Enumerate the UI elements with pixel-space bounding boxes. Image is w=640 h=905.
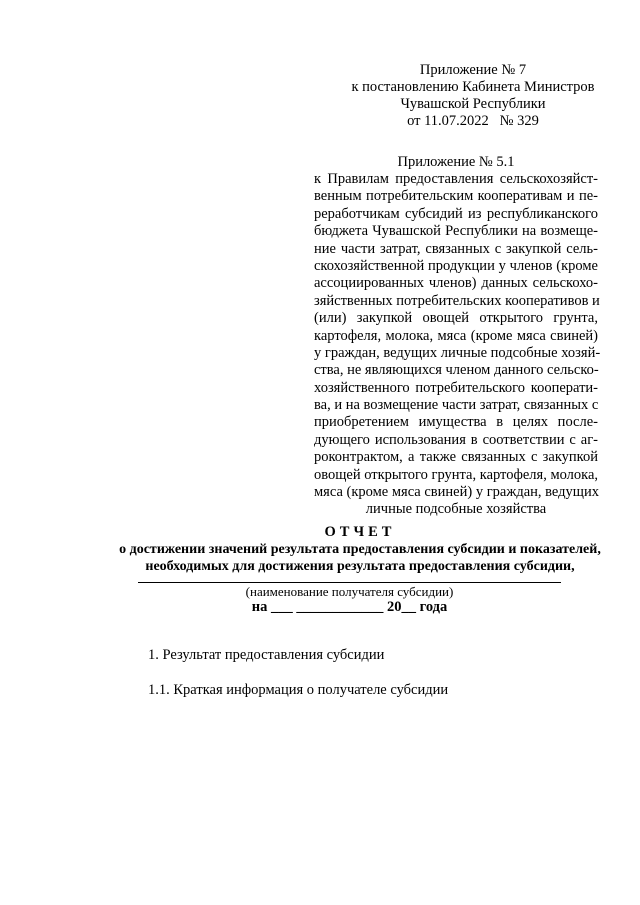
appendix-5-1-line: дующего использования в соответствии с аг- xyxy=(314,431,598,448)
appendix-5-1-line: ние части затрат, связанных с закупкой сель- xyxy=(314,240,598,257)
recipient-name-caption: (наименование получателя субсидии) xyxy=(245,584,454,599)
appendix-7-header xyxy=(348,62,598,130)
appendix-5-1-title: Приложение № 5.1 xyxy=(397,154,515,170)
appendix-7-date: от 11.07.2022 № 329 xyxy=(407,113,539,129)
appendix-7-republic: Чувашской Республики xyxy=(400,96,546,112)
report-subtitle-line-2: необходимых для достижения результата предоставления субсидии, xyxy=(145,559,575,574)
appendix-5-1-line: мяса (кроме мяса свиней) у граждан, ведущих xyxy=(314,484,599,501)
appendix-5-1-line: ва, и на возмещение части затрат, связанных с xyxy=(314,397,599,414)
recipient-name-field-line xyxy=(138,582,561,583)
appendix-7-resolution: к постановлению Кабинета Министров xyxy=(351,79,595,95)
report-subtitle xyxy=(60,541,640,575)
report-title: ОТЧЕТ xyxy=(324,524,396,540)
appendix-5-1-line: роконтрактом, а также связанных с закупкой xyxy=(314,449,598,466)
appendix-5-1-line: бюджета Чувашской Республики на возмеще- xyxy=(314,223,598,240)
appendix-5-1-line: ассоциированных членов) данных сельскохо- xyxy=(314,275,598,292)
appendix-5-1-last-line: личные подсобные хозяйства xyxy=(365,501,547,518)
appendix-5-1-line: картофеля, молока, мяса (кроме мяса свиней) xyxy=(314,327,598,344)
section-1-heading: 1. Результат предоставления субсидии xyxy=(148,647,385,663)
appendix-7-number: Приложение № 7 xyxy=(419,62,527,78)
appendix-5-1-line: ства, не являющихся членом данного сельско- xyxy=(314,362,599,379)
appendix-5-1-line: скохозяйственной продукции у членов (кроме xyxy=(314,257,598,274)
report-period-line: на ___ ____________ 20__ года xyxy=(251,599,448,615)
appendix-5-1-text xyxy=(314,171,601,519)
appendix-5-1-line: приобретением имущества в целях после- xyxy=(314,414,598,431)
section-1-1-heading: 1.1. Краткая информация о получателе субсидии xyxy=(148,682,449,698)
appendix-5-1-line: (или) закупкой овощей открытого грунта, xyxy=(314,310,598,327)
report-subtitle-line-1: о достижении значений результата предоставления субсидии и показателей, xyxy=(119,542,601,557)
appendix-5-1-line: у граждан, ведущих личные подсобные хозяй- xyxy=(314,344,601,361)
appendix-5-1-line: овощей открытого грунта, картофеля, молока, xyxy=(314,466,599,483)
appendix-5-1-line: хозяйственного потребительского кооперати- xyxy=(314,379,598,396)
appendix-5-1-line: зяйственных потребительских кооперативов и xyxy=(314,292,600,309)
appendix-5-1-line: реработчикам субсидий из республиканского xyxy=(314,205,598,222)
appendix-5-1-line: к Правилам предоставления сельскохозяйст- xyxy=(314,171,598,187)
appendix-5-1-line: венным потребительским кооперативам и пе- xyxy=(314,188,598,205)
